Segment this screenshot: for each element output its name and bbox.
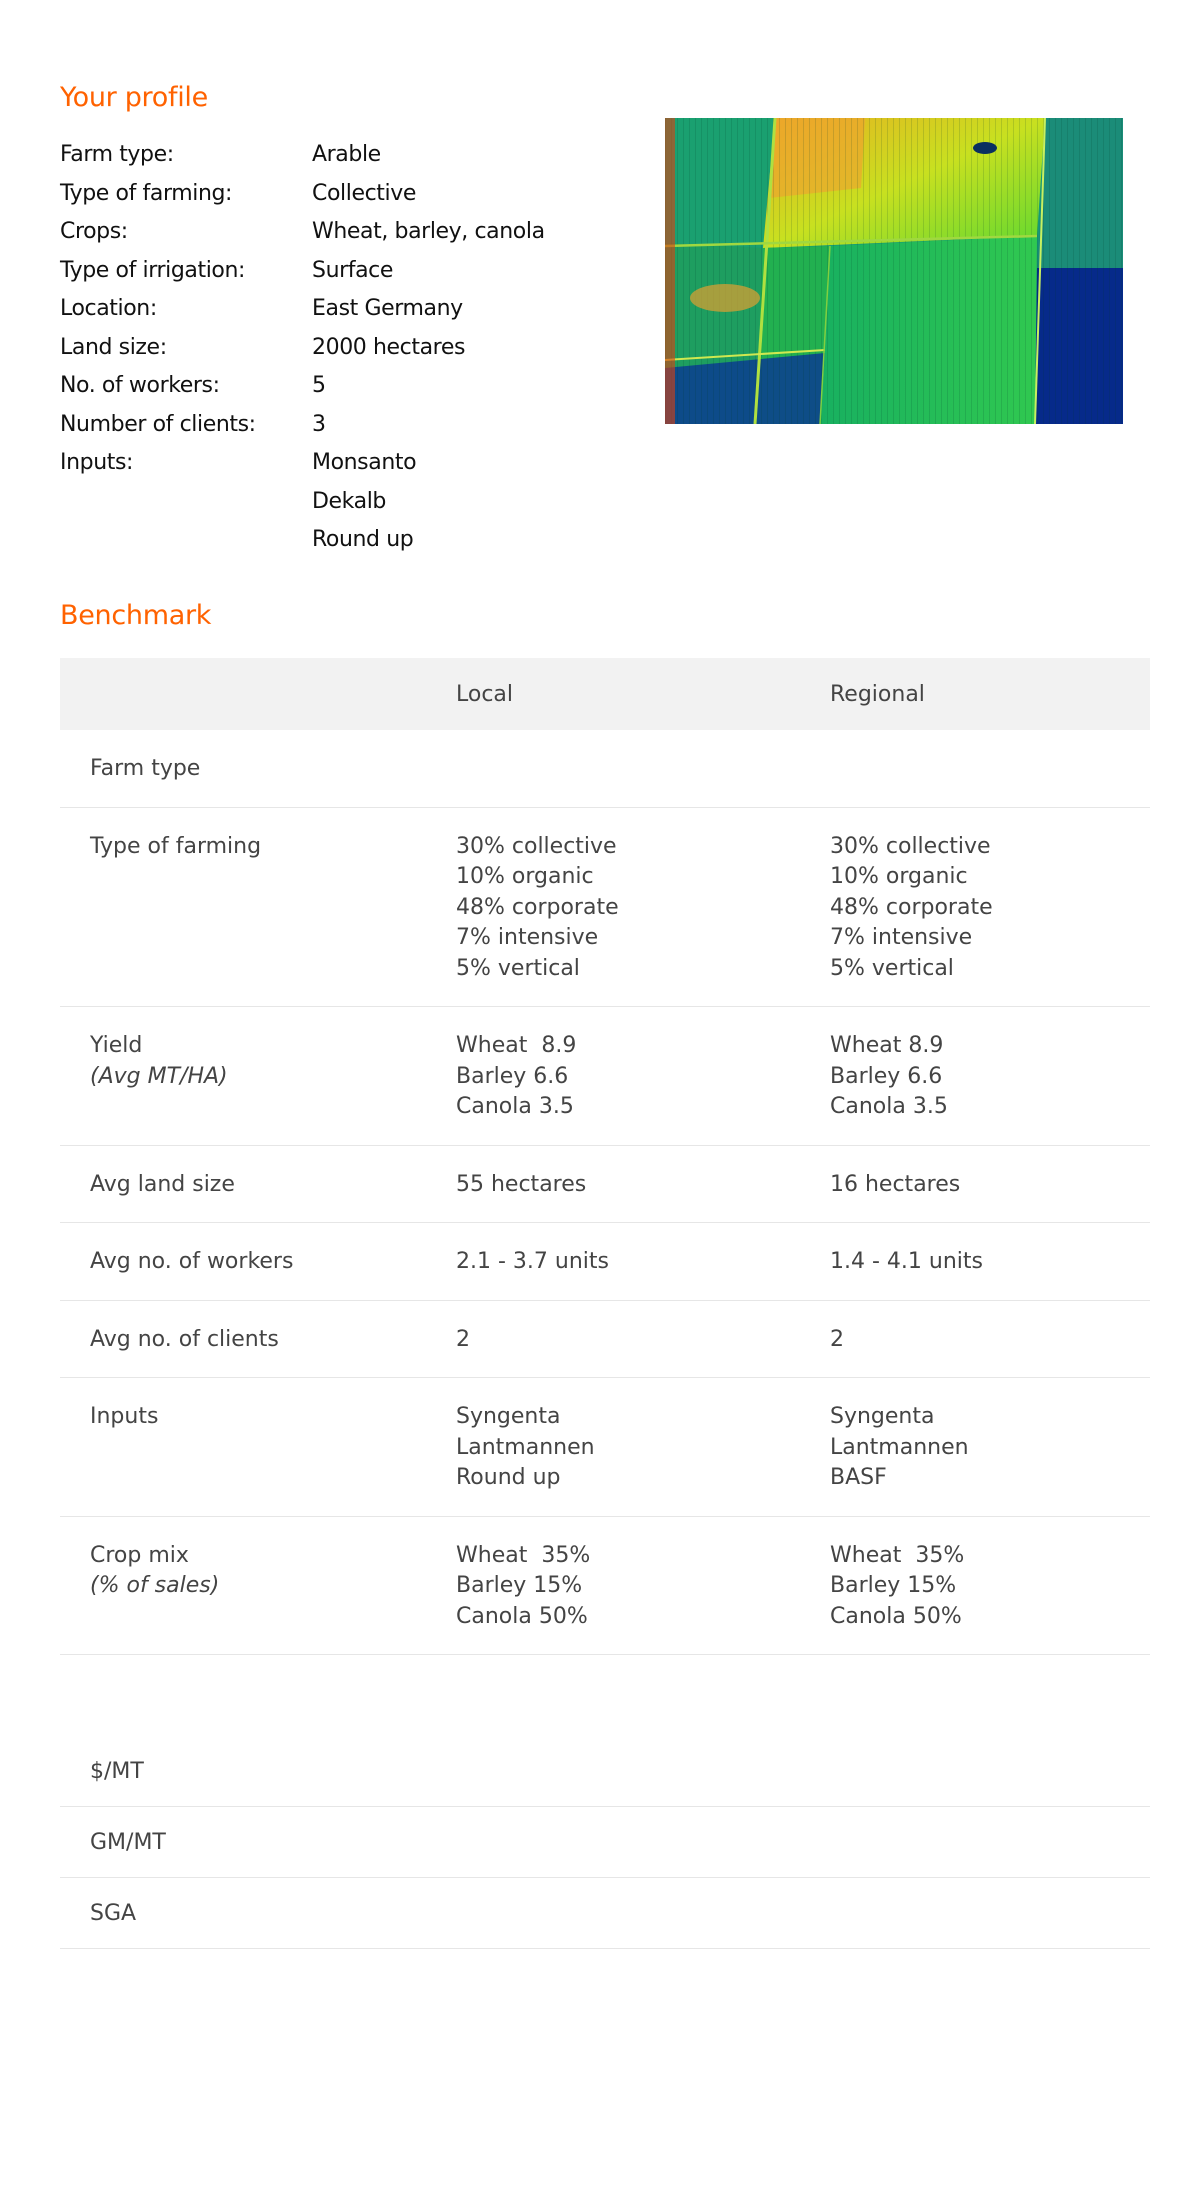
profile-title: Your profile xyxy=(60,82,208,113)
profile-input-item: Dekalb xyxy=(312,488,386,514)
local-value: Lantmannen xyxy=(456,1434,595,1460)
profile-label: Location: xyxy=(60,296,157,321)
local-value: Canola 3.5 xyxy=(456,1094,574,1119)
profile-row-farm-type xyxy=(60,136,620,175)
row-label: Avg no. of workers xyxy=(90,1249,294,1274)
local-value: 10% organic xyxy=(456,864,594,889)
regional-value-cell xyxy=(830,1145,1150,1223)
profile-value: Surface xyxy=(312,257,394,283)
local-value: 30% collective xyxy=(456,833,617,859)
profile-row-workers xyxy=(60,367,620,406)
regional-value-cell xyxy=(830,1007,1150,1146)
regional-value: BASF xyxy=(830,1465,887,1490)
local-value: Wheat 8.9 xyxy=(456,1033,577,1058)
row-label-cell xyxy=(60,1378,456,1517)
regional-value: Barley 15% xyxy=(830,1573,957,1598)
profile-label: No. of workers: xyxy=(60,373,220,398)
regional-value: Wheat 35% xyxy=(830,1542,965,1568)
profile-input-item: Monsanto xyxy=(312,450,417,475)
header-cell-empty xyxy=(60,658,456,730)
table-row xyxy=(60,1007,1150,1146)
local-value: 7% intensive xyxy=(456,925,599,950)
local-value-cell xyxy=(456,1300,830,1378)
regional-value-cell xyxy=(830,1300,1150,1378)
profile-row-inputs xyxy=(60,444,620,560)
row-sublabel: (Avg MT/HA) xyxy=(90,1063,228,1089)
row-label-cell xyxy=(60,1223,456,1301)
profile-value: 2000 hectares xyxy=(312,334,466,360)
local-value-cell xyxy=(456,730,830,807)
regional-value: 48% corporate xyxy=(830,894,993,920)
profile-label: Inputs: xyxy=(60,450,134,475)
profile-value: Collective xyxy=(312,180,416,206)
local-value-cell xyxy=(456,1516,830,1655)
row-sublabel: (% of sales) xyxy=(90,1573,220,1598)
profile-details xyxy=(60,136,620,560)
row-label: Crop mix xyxy=(90,1542,189,1568)
profile-value: 5 xyxy=(312,373,326,398)
local-value-cell xyxy=(456,1378,830,1517)
row-label-cell xyxy=(60,807,456,1007)
benchmark-table xyxy=(60,658,1150,1655)
regional-value: Canola 3.5 xyxy=(830,1094,948,1119)
benchmark-body xyxy=(60,730,1150,1655)
regional-value: Canola 50% xyxy=(830,1603,962,1629)
row-label-cell xyxy=(60,1007,456,1146)
profile-row-crops xyxy=(60,213,620,252)
profile-row-location xyxy=(60,290,620,329)
profile-input-item: Round up xyxy=(312,527,414,552)
metrics-table xyxy=(60,1736,1150,1949)
metric-label: SGA xyxy=(60,1878,1150,1949)
profile-row-land-size xyxy=(60,329,620,368)
regional-value-cell xyxy=(830,730,1150,807)
regional-value-cell xyxy=(830,1223,1150,1301)
local-value: Wheat 35% xyxy=(456,1542,591,1568)
regional-value: Lantmannen xyxy=(830,1434,969,1460)
local-value: 55 hectares xyxy=(456,1171,587,1197)
regional-value: Syngenta xyxy=(830,1404,935,1429)
local-value: Barley 6.6 xyxy=(456,1063,569,1089)
profile-value: 3 xyxy=(312,411,326,437)
benchmark-title: Benchmark xyxy=(60,600,212,631)
metric-label: GM/MT xyxy=(60,1807,1150,1878)
regional-value: 10% organic xyxy=(830,864,968,889)
metric-row xyxy=(60,1736,1150,1807)
regional-value: 7% intensive xyxy=(830,925,973,950)
local-value-cell xyxy=(456,1145,830,1223)
local-value-cell xyxy=(456,807,830,1007)
profile-value: Wheat, barley, canola xyxy=(312,219,545,244)
row-label-cell xyxy=(60,1516,456,1655)
profile-inputs-list xyxy=(312,444,620,560)
table-row xyxy=(60,1300,1150,1378)
table-row xyxy=(60,1516,1150,1655)
regional-value-cell xyxy=(830,1516,1150,1655)
profile-label: Farm type: xyxy=(60,142,174,167)
benchmark-header-row xyxy=(60,658,1150,730)
row-label: Yield xyxy=(90,1033,143,1058)
row-label-cell xyxy=(60,730,456,807)
metric-label: $/MT xyxy=(60,1736,1150,1807)
profile-label: Type of farming: xyxy=(60,180,233,206)
header-cell-local: Local xyxy=(456,658,830,730)
table-row xyxy=(60,1223,1150,1301)
metrics-body xyxy=(60,1736,1150,1949)
profile-label: Land size: xyxy=(60,334,167,360)
profile-row-clients xyxy=(60,406,620,445)
local-value: 2.1 - 3.7 units xyxy=(456,1249,609,1274)
regional-value: 1.4 - 4.1 units xyxy=(830,1249,983,1274)
local-value: Canola 50% xyxy=(456,1603,588,1629)
row-label: Inputs xyxy=(90,1404,159,1429)
table-row xyxy=(60,807,1150,1007)
local-value-cell xyxy=(456,1223,830,1301)
local-value-cell xyxy=(456,1007,830,1146)
profile-label: Number of clients: xyxy=(60,411,256,437)
local-value: Barley 15% xyxy=(456,1573,583,1598)
row-label-cell xyxy=(60,1145,456,1223)
profile-value: East Germany xyxy=(312,296,463,321)
row-label: Farm type xyxy=(90,756,201,781)
row-label: Avg no. of clients xyxy=(90,1326,279,1352)
profile-row-irrigation xyxy=(60,252,620,291)
local-value: Syngenta xyxy=(456,1404,561,1429)
farm-aerial-image xyxy=(665,118,1123,424)
regional-value: 5% vertical xyxy=(830,955,954,981)
regional-value: 2 xyxy=(830,1326,844,1352)
regional-value-cell xyxy=(830,1378,1150,1517)
table-row xyxy=(60,1145,1150,1223)
local-value: 2 xyxy=(456,1326,470,1352)
regional-value-cell xyxy=(830,807,1150,1007)
profile-label: Crops: xyxy=(60,219,128,244)
regional-value: 16 hectares xyxy=(830,1171,961,1197)
regional-value: Barley 6.6 xyxy=(830,1063,943,1089)
regional-value: Wheat 8.9 xyxy=(830,1033,944,1058)
metric-row xyxy=(60,1807,1150,1878)
profile-value: Arable xyxy=(312,142,381,167)
profile-row-type-of-farming xyxy=(60,175,620,214)
local-value: 48% corporate xyxy=(456,894,619,920)
table-row xyxy=(60,1378,1150,1517)
row-label: Type of farming xyxy=(90,833,262,859)
row-label: Avg land size xyxy=(90,1171,235,1197)
regional-value: 30% collective xyxy=(830,833,991,859)
local-value: Round up xyxy=(456,1465,561,1490)
profile-label: Type of irrigation: xyxy=(60,257,246,283)
local-value: 5% vertical xyxy=(456,955,580,981)
metric-row xyxy=(60,1878,1150,1949)
table-row xyxy=(60,730,1150,807)
row-label-cell xyxy=(60,1300,456,1378)
header-cell-regional: Regional xyxy=(830,658,1150,730)
